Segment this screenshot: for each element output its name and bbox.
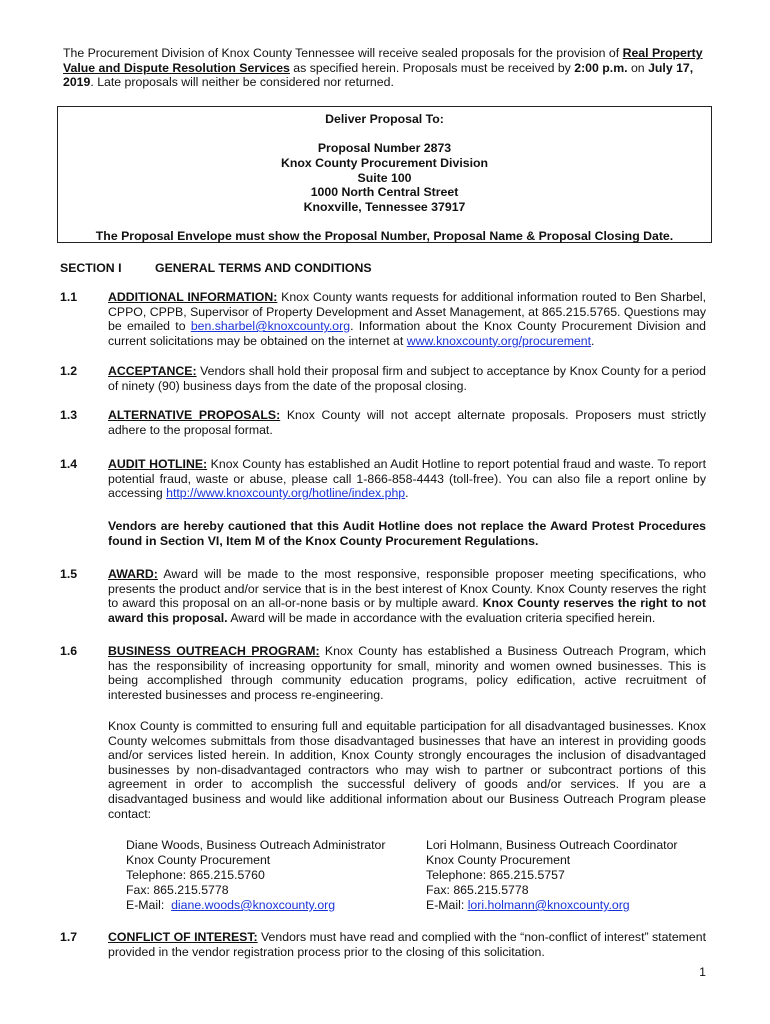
service-name: Real Property Value and Dispute Resolution Services [63, 46, 703, 75]
intro-paragraph [63, 46, 708, 90]
deliver-heading: Deliver Proposal To: [325, 112, 444, 126]
item-number: 1.4 [60, 457, 78, 471]
item-heading: ADDITIONAL INFORMATION: [108, 290, 278, 304]
contact-phone: Telephone: 865.215.5757 [426, 868, 565, 882]
procurement-link[interactable]: www.knoxcounty.org/procurement [406, 333, 592, 348]
contact-fax: Fax: 865.215.5778 [426, 883, 529, 897]
item-text: . [591, 333, 595, 348]
hotline-link[interactable]: http://www.knoxcounty.org/hotline/index.php [166, 486, 406, 501]
item-1-5 [108, 567, 706, 625]
item-1-4 [108, 457, 706, 501]
item-1-1 [108, 290, 706, 348]
envelope-note: The Proposal Envelope must show the Proposal Number, Proposal Name & Proposal Closing Date. [95, 229, 674, 243]
email-label: E-Mail: [426, 898, 468, 912]
hotline-caution: Vendors are hereby cautioned that this Audit Hotline does not replace the Award Protest Procedures found in Section VI, Item M of the Knox County Procurement Regulations. [108, 519, 706, 548]
item-1-2 [108, 364, 706, 393]
item-1-3 [108, 408, 706, 437]
address-line: Knoxville, Tennessee 37917 [303, 200, 466, 214]
item-heading: ALTERNATIVE PROPOSALS: [108, 408, 281, 422]
outreach-paragraph: Knox County is committed to ensuring full and equitable participation for all disadvantaged businesses. Knox County welcomes submittals from those disadvantaged businesses that have an interest in providing goods and/or services listed herein. In addition, Knox County strongly encourages the inclusion of disadvantaged businesses by non-disadvantaged contractors who may wish to partner or subcontract portions of this agreement in order to accomplish the successful delivery of goods and/or services. If you are a disadvantaged business and would like additional information about our Business Outreach Program please contact: [108, 719, 706, 821]
item-text: Knox County will not accept alternate proposals. Proposers must strictly adhere to the proposal format. [108, 408, 706, 437]
item-number: 1.7 [60, 930, 78, 944]
contact-fax: Fax: 865.215.5778 [126, 883, 229, 897]
contact-email-link[interactable]: diane.woods@knoxcounty.org [171, 898, 336, 912]
item-text: Knox County has established an Audit Hotline to report potential fraud and waste. To report potential fraud, waste or abuse, please call 1-866-858-4443 (toll-free). You can also file a report online by accessing [108, 457, 706, 501]
contact-name: Diane Woods, Business Outreach Administrator [126, 838, 386, 852]
item-heading: AUDIT HOTLINE: [108, 457, 208, 471]
section-title: GENERAL TERMS AND CONDITIONS [155, 261, 372, 275]
deadline-date: July 17, 2019 [63, 60, 694, 90]
item-text: Vendors shall hold their proposal firm and subject to acceptance by Knox County for a period of ninety (90) business days from the date of the proposal closing. [108, 364, 706, 393]
item-text: Award will be made in accordance with the evaluation criteria specified herein. [227, 610, 656, 625]
item-heading: CONFLICT OF INTEREST: [108, 930, 258, 944]
item-text: Knox County has established a Business Outreach Program, which has the responsibility of increasing opportunity for small, minority and women owned businesses. This is being accomplished through community education programs, policy edification, active recruitment of interested businesses and process re-engineering. [108, 644, 706, 702]
contact-org: Knox County Procurement [126, 853, 271, 867]
contact-phone: Telephone: 865.215.5760 [126, 868, 265, 882]
deadline-time: 2:00 p.m. [574, 60, 628, 75]
item-text: . [405, 486, 409, 501]
item-text: . Information about the Knox County Procurement Division and current solicitations may be obtained on the internet at [108, 319, 706, 348]
contact-email-row [126, 898, 386, 913]
item-number: 1.3 [60, 408, 78, 422]
item-number: 1.6 [60, 644, 78, 658]
email-link[interactable]: ben.sharbel@knoxcounty.org [190, 319, 351, 334]
item-number: 1.2 [60, 364, 78, 378]
contact-email-row [426, 898, 678, 913]
reserve-right-text: Knox County reserves the right to not award this proposal. [108, 596, 706, 625]
contact-email-link[interactable]: lori.holmann@knoxcounty.org [467, 898, 630, 912]
item-text: Knox County wants requests for additional information routed to Ben Sharbel, CPPO, CPPB, Supervisor of Property Development and Asset Management, at 865.215.5765. Questions may be emailed to [108, 290, 707, 334]
contact-name: Lori Holmann, Business Outreach Coordinator [426, 838, 678, 852]
contact-right [426, 838, 678, 913]
item-text: Award will be made to the most responsive, responsible proposer meeting specifications, who presents the product and/or service that is in the best interest of Knox County. Knox County reserves the right to award this proposal on an all-or-none basis or by multiple award. [108, 567, 706, 611]
contact-org: Knox County Procurement [426, 853, 571, 867]
intro-text: . Late proposals will neither be considered nor returned. [90, 75, 394, 90]
contact-left [126, 838, 386, 913]
item-heading: AWARD: [108, 567, 158, 581]
intro-text: as specified herein. Proposals must be received by [289, 60, 575, 75]
proposal-number: Proposal Number 2873 [317, 141, 452, 155]
address-line: 1000 North Central Street [310, 185, 459, 199]
item-heading: BUSINESS OUTREACH PROGRAM: [108, 644, 320, 658]
intro-text: on [627, 60, 649, 75]
item-number: 1.1 [60, 290, 78, 304]
address-line: Suite 100 [357, 171, 412, 185]
intro-text: The Procurement Division of Knox County Tennessee will receive sealed proposals for the provision of [63, 46, 623, 60]
deliver-proposal-box [57, 106, 712, 243]
item-1-6 [108, 644, 706, 702]
item-number: 1.5 [60, 567, 78, 581]
item-1-7 [108, 930, 706, 959]
email-label: E-Mail: [126, 898, 172, 912]
item-heading: ACCEPTANCE: [108, 364, 197, 378]
address-line: Knox County Procurement Division [280, 156, 489, 170]
item-text: Vendors must have read and complied with the “non-conflict of interest” statement provided in the vendor registration process prior to the closing of this solicitation. [108, 930, 706, 959]
page-number: 1 [699, 965, 706, 979]
section-label: SECTION I [60, 261, 122, 275]
